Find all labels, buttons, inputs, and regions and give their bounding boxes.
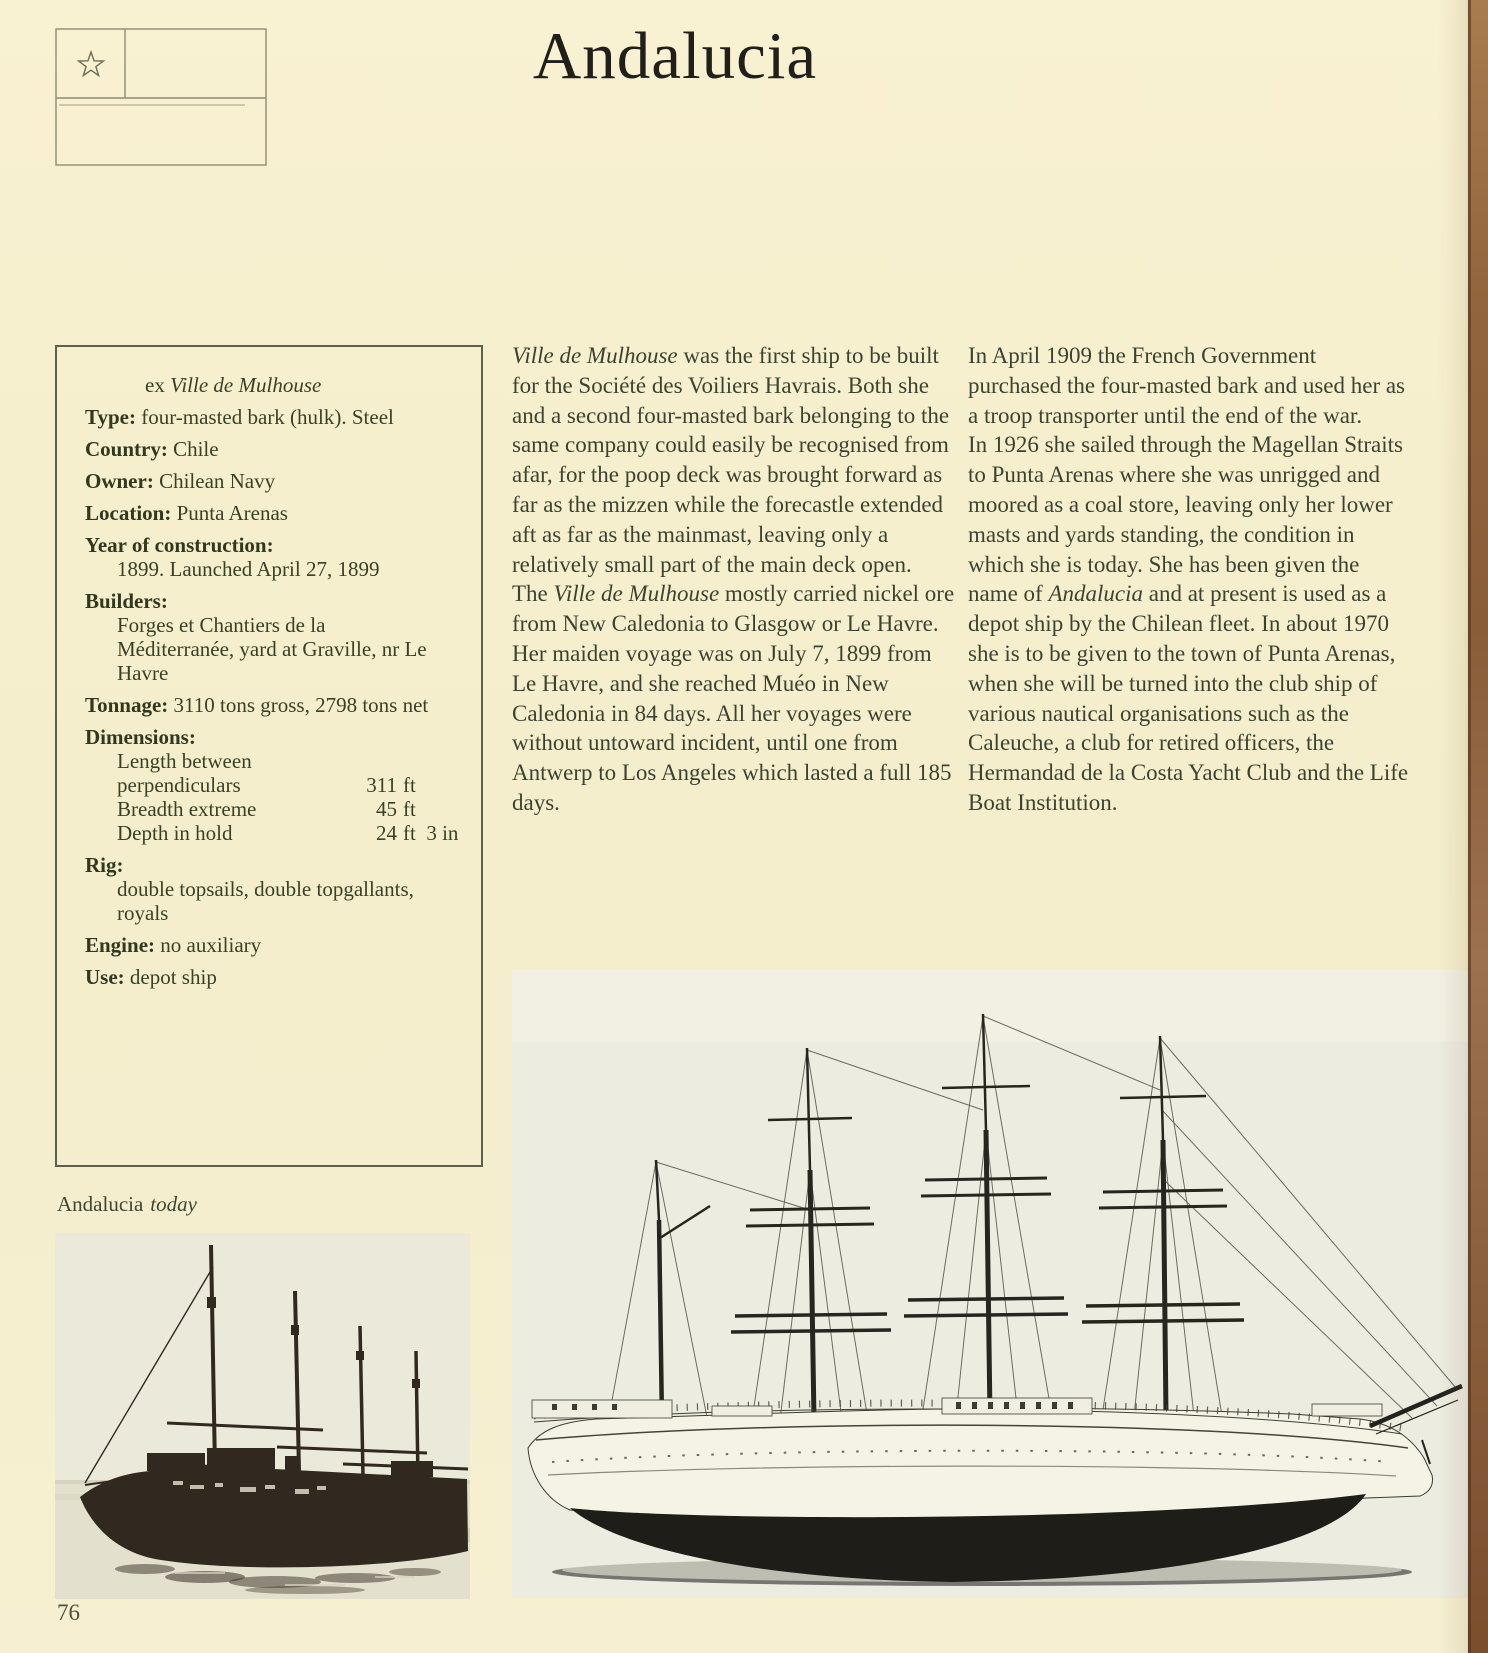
- field-country: Country: Chile: [85, 437, 219, 461]
- paragraph: In April 1909 the French Government purchased the four-masted bark and used her as a troop transporter until the end of the war.: [968, 343, 1406, 428]
- field-year: Year of construction: 1899. Launched April 27, 1899: [85, 533, 380, 581]
- field-rig: Rig: double topsails, double topgallants, royals: [85, 853, 414, 925]
- field-engine: Engine: no auxiliary: [85, 933, 262, 957]
- field-type: Type: four-masted bark (hulk). Steel: [85, 405, 394, 429]
- field-location: Location: Punta Arenas: [85, 501, 288, 525]
- hulk-photo: [55, 1233, 470, 1599]
- article-column-2: [968, 341, 1410, 818]
- field-use: Use: depot ship: [85, 965, 217, 989]
- paragraph: The Ville de Mulhouse mostly carried nickel ore from New Caledonia to Glasgow or Le Havre. Her maiden voyage was on July 7, 1899 from Le Havre, and she reached Muéo in New Caledonia in 84 days. All her voyages were without untoward incident, until one from Antwerp to Los Angeles which lasted a full 185 days.: [512, 581, 955, 815]
- page-number: 76: [57, 1600, 80, 1625]
- field-owner: Owner: Chilean Navy: [85, 469, 276, 493]
- page-title: Andalucia: [532, 19, 818, 93]
- field-builders: Builders: Forges et Chantiers de la Méditerranée, yard at Graville, nr Le Havre: [85, 589, 427, 685]
- book-edge: [1468, 0, 1488, 1653]
- article-column-1: [512, 341, 958, 818]
- page-curl-shadow: [1438, 0, 1472, 1653]
- field-dimensions: Dimensions: Length between perpendiculars 311 ft Breadth extreme 45 ft Depth in hold 24 ft 3 in: [85, 725, 459, 845]
- dimension-row: Length between perpendiculars 311 ft: [117, 749, 416, 797]
- dimension-row: Breadth extreme 45 ft: [117, 797, 416, 821]
- photo-caption: Andalucia today: [57, 1192, 197, 1216]
- field-tonnage: Tonnage: 3110 tons gross, 2798 tons net: [85, 693, 429, 717]
- paragraph: In 1926 she sailed through the Magellan Straits to Punta Arenas where she was unrigged and moored as a coal store, leaving only her lower masts and yards standing, the condition in which she is today. She has been given the name of Andalucia and at present is used as a depot ship by the Chilean fleet. In about 1970 she is to be given to the town of Punta Arenas, when she will be turned into the club ship of various nautical organisations such as the Caleuche, a club for retired officers, the Hermandad de la Costa Yacht Club and the Life Boat Institution.: [968, 432, 1409, 815]
- former-name-line: ex Ville de Mulhouse: [145, 373, 322, 397]
- paragraph: Ville de Mulhouse was the first ship to be built for the Société des Voiliers Havrais. Both she and a second four-masted bark belonging to the same company could easily be recognised from afar, for the poop deck was brought forward as far as the mizzen while the forecastle extended aft as far as the mainmast, leaving only a relatively small part of the main deck open.: [512, 343, 950, 577]
- dimension-row: Depth in hold 24 ft 3 in: [117, 821, 459, 845]
- ship-model-photo: [512, 970, 1469, 1598]
- ship-infobox: [55, 345, 483, 1167]
